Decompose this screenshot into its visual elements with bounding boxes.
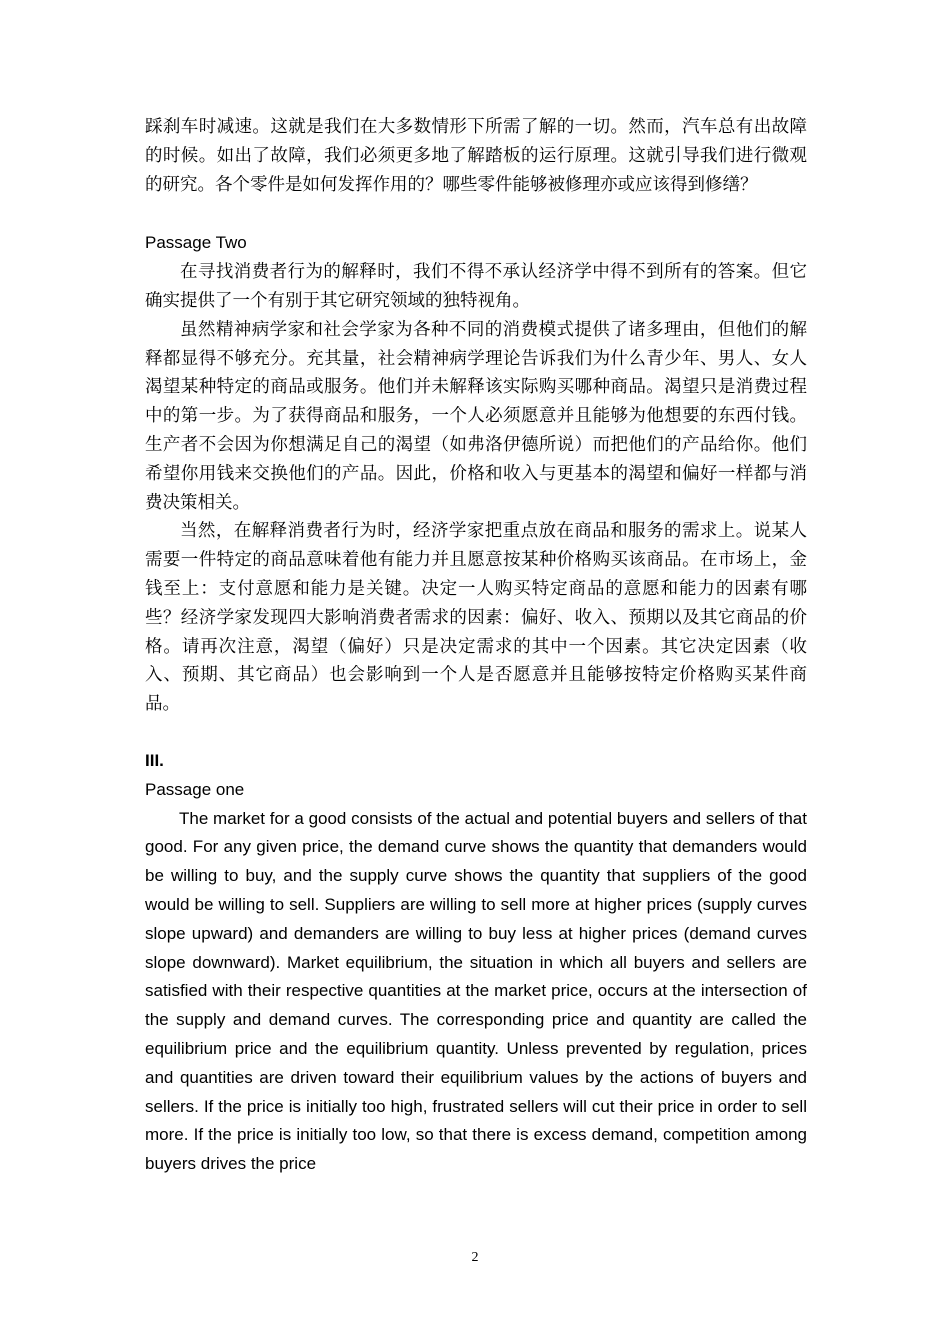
passage-one-heading: Passage one [145,779,245,799]
section-three-heading: III. [145,750,164,770]
passage-two-paragraph-3: 当然，在解释消费者行为时，经济学家把重点放在商品和服务的需求上。说某人需要一件特定的商品意味着他有能力并且愿意按某种价格购买该商品。在市场上，金钱至上：支付意愿和能力是关键。决定一人购买特定商品的意愿和能力的因素有哪些？经济学家发现四大影响消费者需求的因素：偏好、收入、预期以及其它商品的价格。请再次注意，渴望（偏好）只是决定需求的其中一个因素。其它决定因素（收入、预期、其它商品）也会影响到一个人是否愿意并且能够按特定价格购买某件商品。 [145,521,807,715]
paragraph-continued: 踩刹车时减速。这就是我们在大多数情形下所需了解的一切。然而，汽车总有出故障的时候。如出了故障，我们必须更多地了解踏板的运行原理。这就引导我们进行微观的研究。各个零件是如何发挥作用的？哪些零件能够被修理亦或应该得到修缮？ [145,117,807,195]
page-content [145,113,807,1179]
spacer [145,719,807,747]
passage-one-paragraph: The market for a good consists of the actual and potential buyers and sellers of that good. For any given price, the demand curve shows the quantity that demanders would be willing to buy, and the supply curve shows the quantity that suppliers of the good would be willing to sell. Suppliers are willing to sell more at higher prices (supply curves slope upward) and demanders are willing to buy less at higher prices (demand curves slope downward). Market equilibrium, the situation in which all buyers and sellers are satisfied with their respective quantities at the market price, occurs at the intersection of the supply and demand curves. The corresponding price and quantity are called the equilibrium price and the equilibrium quantity. Unless prevented by regulation, prices and quantities are driven toward their equilibrium values by the actions of buyers and sellers. If the price is initially too high, frustrated sellers will cut their price in order to sell more. If the price is initially too low, so that there is excess demand, competition among buyers drives the price [145,808,807,1174]
passage-two-paragraph-1: 在寻找消费者行为的解释时，我们不得不承认经济学中得不到所有的答案。但它确实提供了一个有别于其它研究领域的独特视角。 [145,262,807,311]
spacer [145,199,807,229]
passage-two-heading: Passage Two [145,233,247,253]
page-number: 2 [471,1250,479,1265]
passage-two-paragraph-2: 虽然精神病学家和社会学家为各种不同的消费模式提供了诸多理由，但他们的解释都显得不够充分。充其量，社会精神病学理论告诉我们为什么青少年、男人、女人渴望某种特定的商品或服务。他们并未解释该实际购买哪种商品。渴望只是消费过程中的第一步。为了获得商品和服务，一个人必须愿意并且能够为他想要的东西付钱。生产者不会因为你想满足自己的渴望（如弗洛伊德所说）而把他们的产品给你。他们希望你用钱来交换他们的产品。因此，价格和收入与更基本的渴望和偏好一样都与消费决策相关。 [145,319,807,513]
